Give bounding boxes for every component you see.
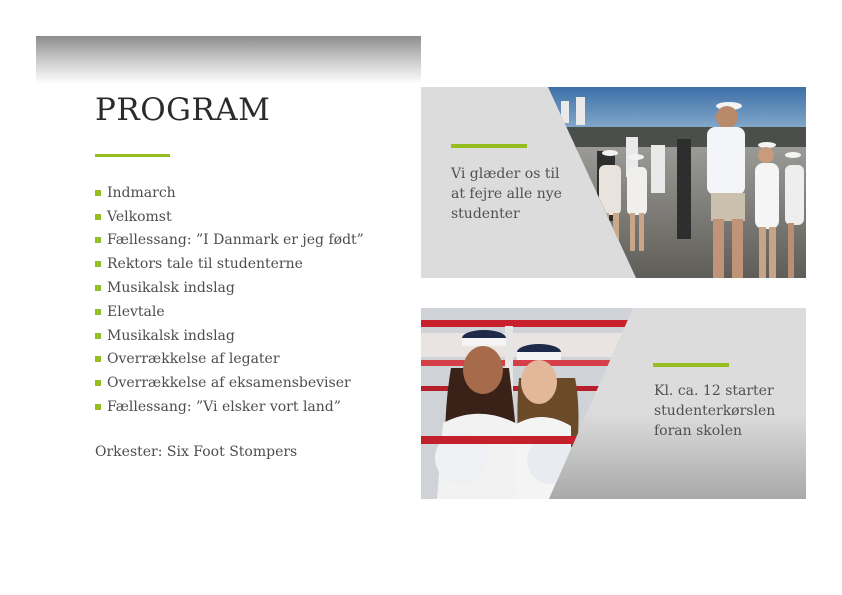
bullet-square-icon [95,356,101,362]
panel-accent-rule [451,144,527,148]
list-item: Overrækkelse af legater [95,348,364,372]
list-item: Indmarch [95,181,364,205]
page-title: PROGRAM [95,92,271,128]
bullet-square-icon [95,190,101,196]
bullet-square-icon [95,214,101,220]
welcome-text: Vi glæder os til at fejre alle nye studenter [451,166,562,222]
list-item: Musikalsk indslag [95,324,364,348]
title-accent-rule [95,154,170,157]
list-item: Elevtale [95,300,364,324]
welcome-panel [421,87,806,278]
orchestra-credit: Orkester: Six Foot Stompers [95,444,298,460]
list-item: Velkomst [95,205,364,229]
list-item: Fællessang: ”Vi elsker vort land” [95,395,364,419]
parade-text: Kl. ca. 12 starter studenterkørslen foran skolen [654,383,776,439]
bullet-square-icon [95,309,101,315]
list-item: Rektors tale til studenterne [95,252,364,276]
bullet-square-icon [95,285,101,291]
panel-accent-rule [653,363,729,367]
list-item: Fællessang: ”I Danmark er jeg født” [95,229,364,253]
parade-panel [421,308,806,499]
bullet-square-icon [95,237,101,243]
bullet-square-icon [95,261,101,267]
program-list [95,181,364,419]
list-item: Musikalsk indslag [95,276,364,300]
header-gradient-band [36,36,421,84]
bullet-square-icon [95,333,101,339]
bullet-square-icon [95,404,101,410]
list-item: Overrækkelse af eksamensbeviser [95,371,364,395]
bullet-square-icon [95,380,101,386]
